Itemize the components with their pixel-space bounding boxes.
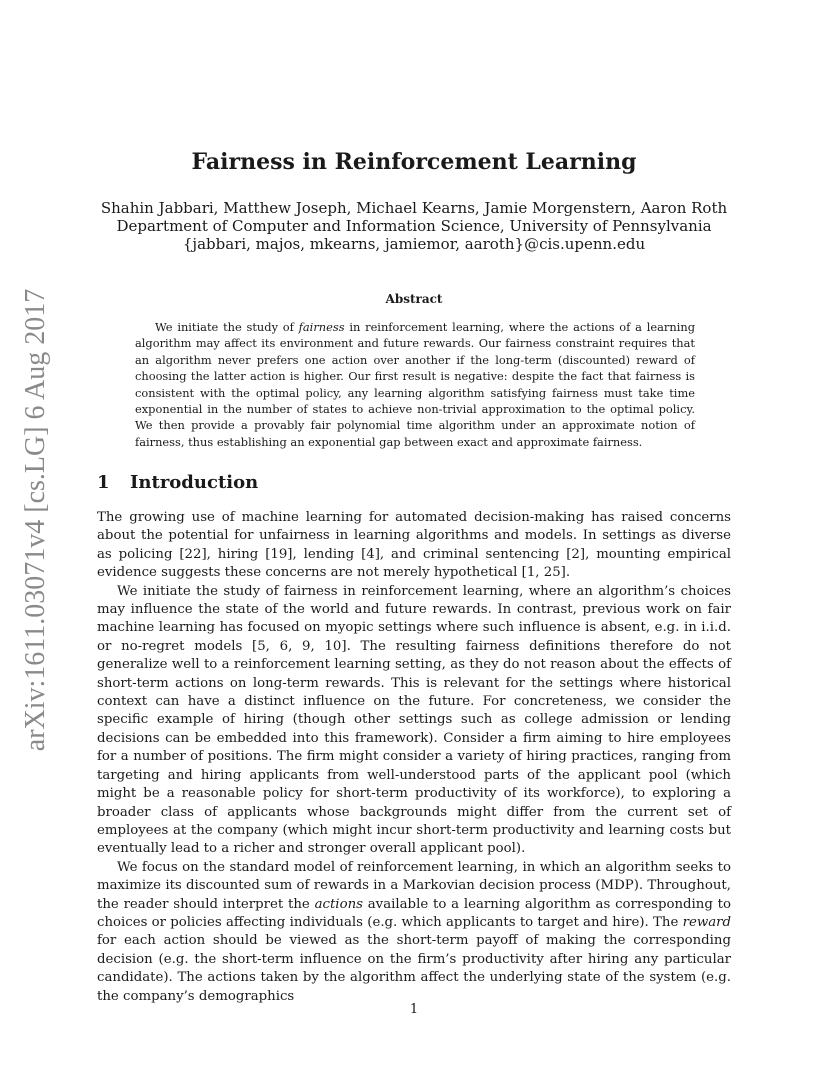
section-heading xyxy=(97,472,258,493)
abstract-text xyxy=(135,319,695,450)
paragraph-3-part1: We focus on the standard model of reinforcement learning, in which an algorithm seeks to maximize its discounted sum of rewards in a Markovian decision process (MDP). Throughout, the reader should interpret the xyxy=(97,859,731,912)
arxiv-identifier-stamp xyxy=(21,290,51,750)
author-list: Shahin Jabbari, Matthew Joseph, Michael Kearns, Jamie Morgenstern, Aaron Roth xyxy=(100,199,728,217)
paragraph-3-italic-actions: actions xyxy=(314,896,363,912)
section-title: Introduction xyxy=(130,472,259,493)
author-emails: {jabbari, majos, mkearns, jamiemor, aaroth}@cis.upenn.edu xyxy=(182,235,646,253)
arxiv-identifier-text: arXiv:1611.03071v4 [cs.LG] 6 Aug 2017 xyxy=(20,288,51,752)
paper-title: Fairness in Reinforcement Learning xyxy=(191,149,637,175)
paragraph-1: The growing use of machine learning for automated decision-making has raised concerns about the potential for unfairness in learning algorithms and models. In settings as diverse as policing [22], hiring [19], lending [4], and criminal sentencing [2], mounting empirical evidence suggests these concerns are not merely hypothetical [1, 25]. xyxy=(97,510,731,581)
abstract-text-part1: We initiate the study of xyxy=(155,320,299,334)
abstract-heading: Abstract xyxy=(385,292,443,306)
paragraph-3-part3: for each action should be viewed as the short-term payoff of making the corresponding decision (e.g. the short-term influence on the firm’s productivity after hiring any particular candidate). The actions taken by the algorithm affect the underlying state of the system (e.g. the company’s demographics xyxy=(97,933,731,1004)
abstract-italic-term: fairness xyxy=(298,320,345,334)
paragraph-3 xyxy=(97,859,731,1006)
abstract-text-part2: in reinforcement learning, where the actions of a learning algorithm may affect its environment and future rewards. Our fairness constraint requires that an algorithm never prefers one action over another if the long-term (discounted) reward of choosing the latter action is higher. Our first result is negative: despite the fact that fairness is consistent with the optimal policy, any learning algorithm satisfying fairness must take time exponential in the number of states to achieve non-trivial approximation to the optimal policy. We then provide a provably fair polynomial time algorithm under an approximate notion of fairness, thus establishing an exponential gap between exact and approximate fairness. xyxy=(135,320,695,449)
section-number: 1 xyxy=(97,472,110,493)
paragraph-3-part2: available to a learning algorithm as corresponding to choices or policies affecting individuals (e.g. which applicants to target and hire). The xyxy=(97,896,732,930)
paragraph-3-italic-reward: reward xyxy=(682,914,731,930)
page-number: 1 xyxy=(409,1002,419,1017)
section-body xyxy=(97,509,731,1006)
paragraph-2: We initiate the study of fairness in reinforcement learning, where an algorithm’s choices may influence the state of the world and future rewards. In contrast, previous work on fair machine learning has focused on myopic settings where such influence is absent, e.g. in i.i.d. or no-regret models [5, 6, 9, 10]. The resulting fairness definitions therefore do not generalize well to a reinforcement learning setting, as they do not reason about the effects of short-term actions on long-term rewards. This is relevant for the settings where historical context can have a distinct influence on the future. For concreteness, we consider the specific example of hiring (though other settings such as college admission or lending decisions can be embedded into this framework). Consider a firm aiming to hire employees for a number of positions. The firm might consider a variety of hiring practices, ranging from targeting and hiring applicants from well-understood parts of the applicant pool (which might be a reasonable policy for short-term productivity of its workforce), to exploring a broader class of applicants whose backgrounds might differ from the current set of employees at the company (which might incur short-term productivity and learning costs but eventually lead to a richer and stronger overall applicant pool). xyxy=(97,583,731,857)
affiliation: Department of Computer and Information Science, University of Pennsylvania xyxy=(116,217,712,235)
